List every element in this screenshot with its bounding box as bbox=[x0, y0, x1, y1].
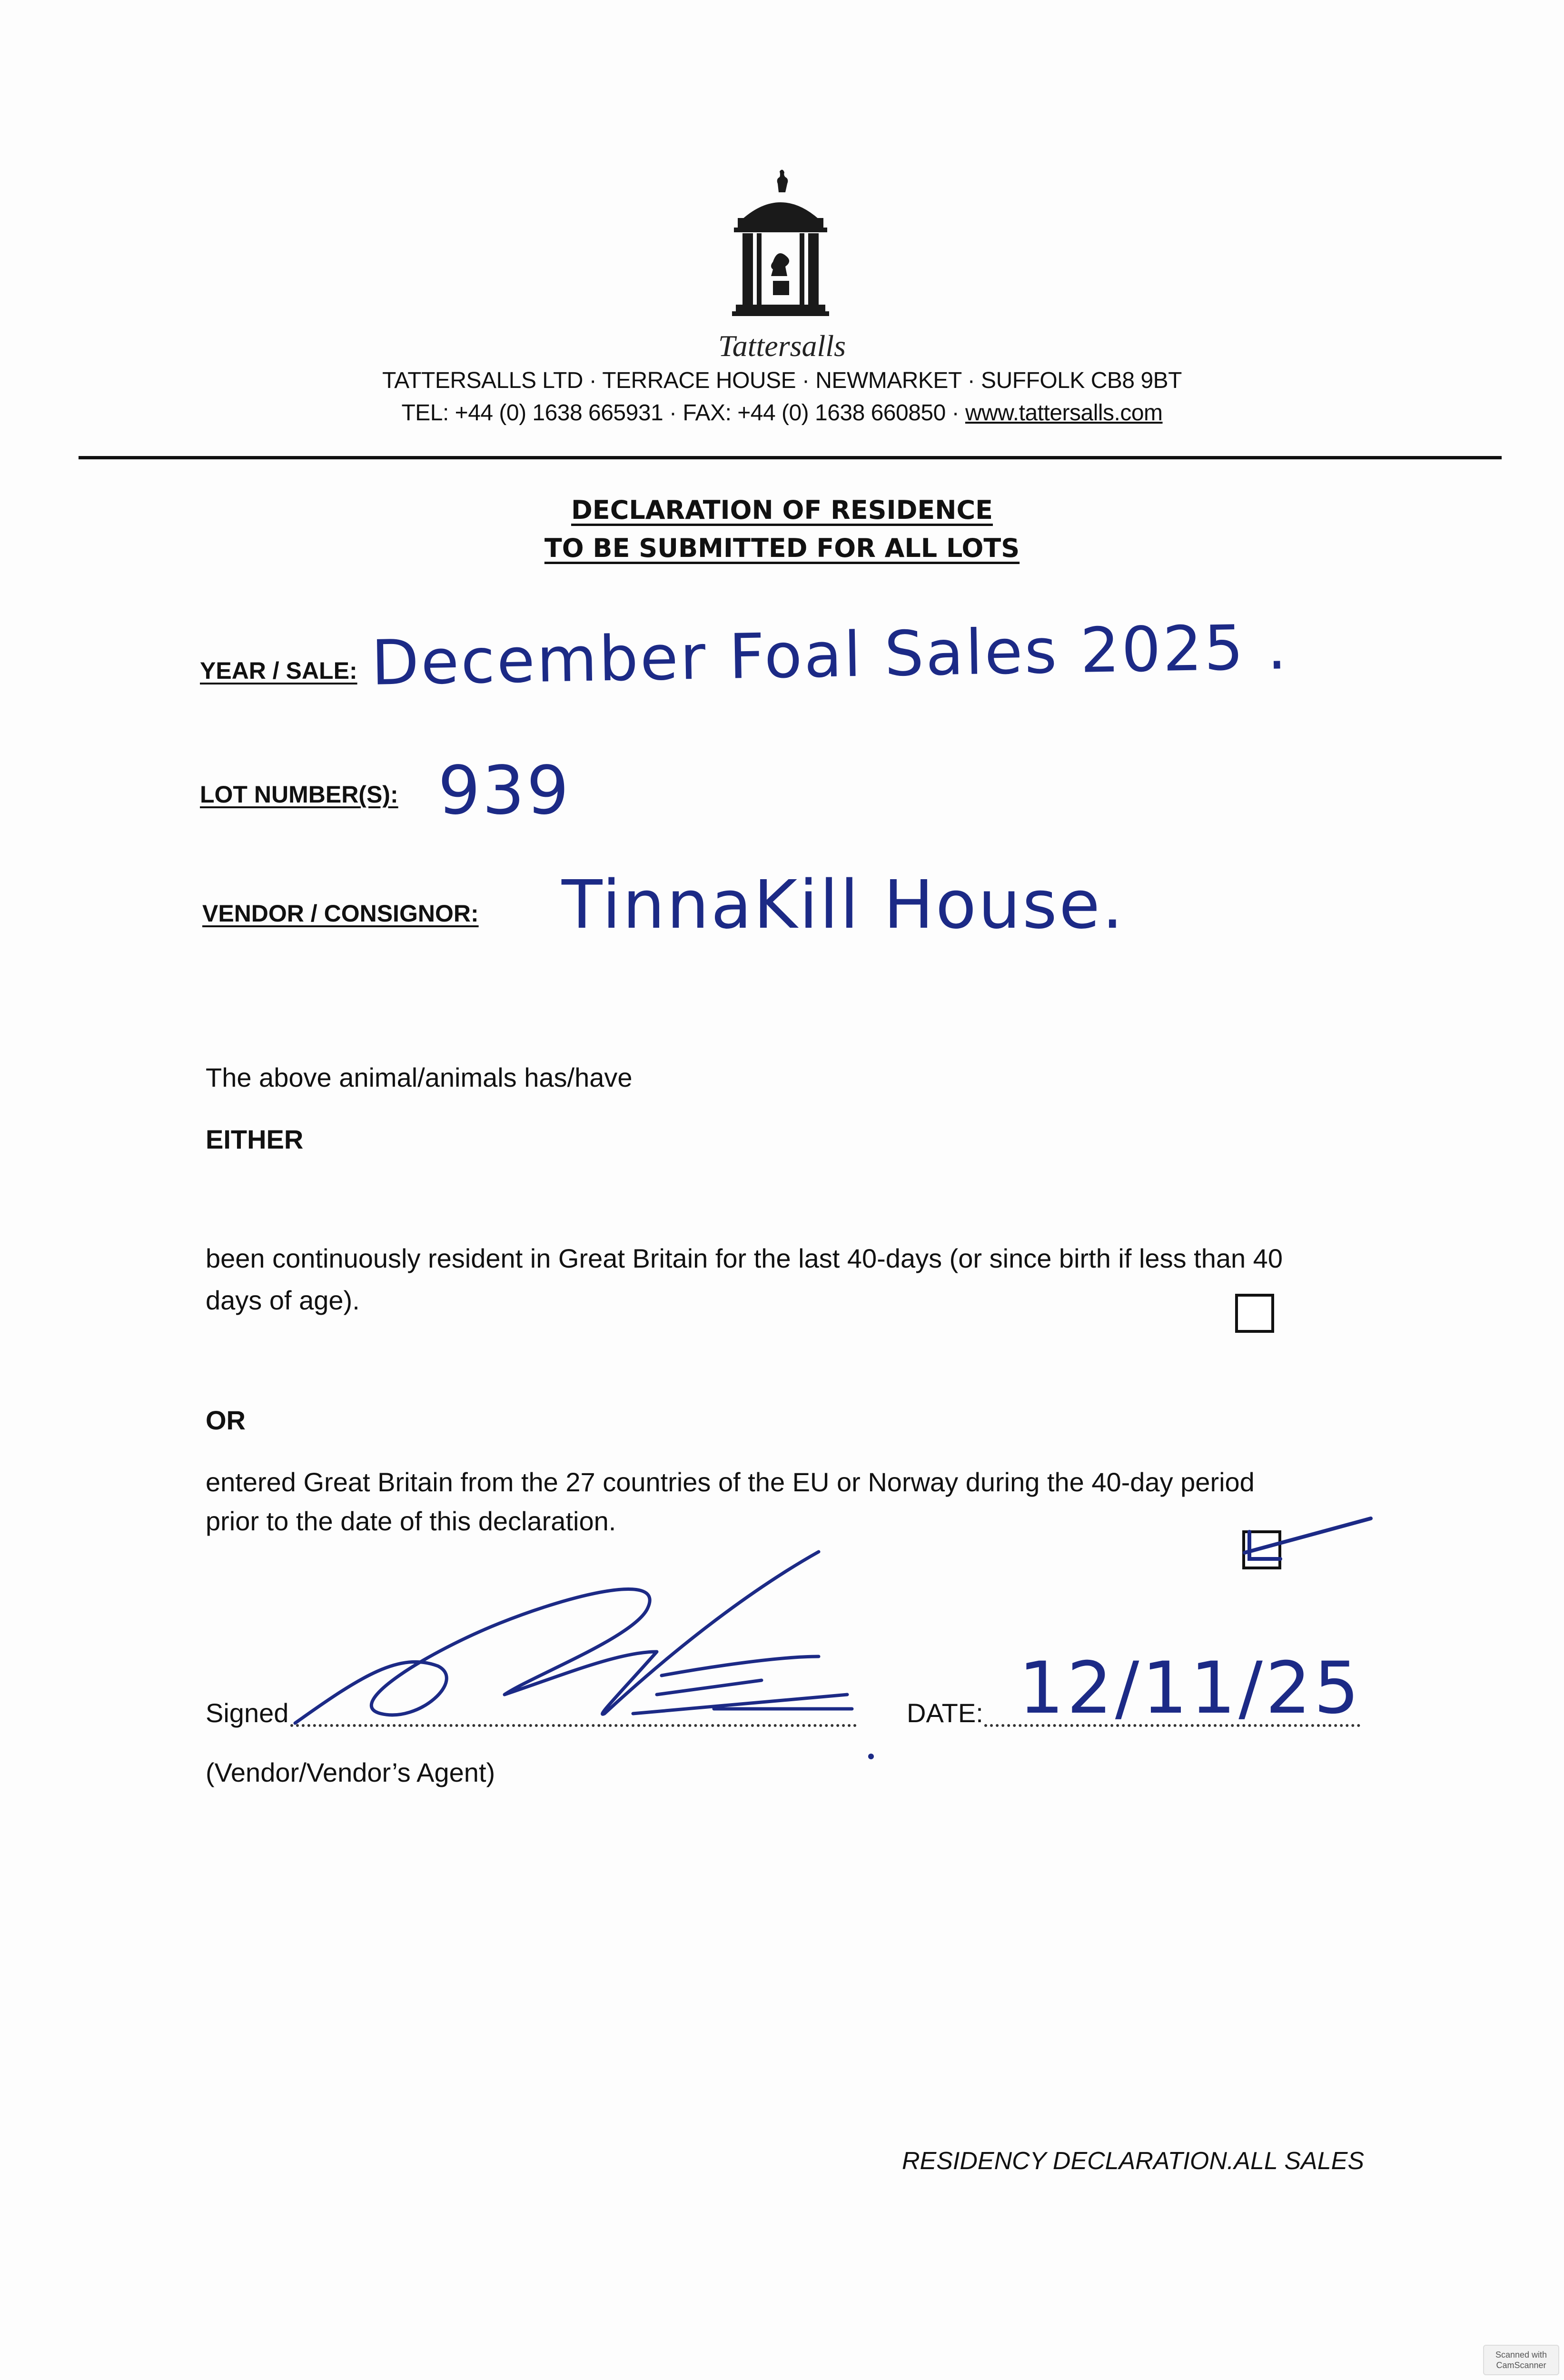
either-heading: EITHER bbox=[206, 1124, 304, 1154]
lot-numbers-value[interactable]: 939 bbox=[438, 752, 571, 830]
form-title: DECLARATION OF RESIDENCE bbox=[571, 495, 993, 525]
brand-name: Tattersalls bbox=[718, 329, 846, 363]
form-footer-id: RESIDENCY DECLARATION.ALL SALES bbox=[901, 2147, 1364, 2175]
option2-check-mark bbox=[1245, 1518, 1371, 1559]
option1-line1: been continuously resident in Great Britain for the last 40-days (or since birth if less than 40 bbox=[206, 1243, 1283, 1273]
company-address: TATTERSALLS LTD · TERRACE HOUSE · NEWMARKET · SUFFOLK CB8 9BT bbox=[382, 368, 1182, 393]
option2-line1: entered Great Britain from the 27 countries of the EU or Norway during the 40-day period bbox=[206, 1467, 1255, 1497]
form-subtitle: TO BE SUBMITTED FOR ALL LOTS bbox=[544, 533, 1020, 563]
vendor-value[interactable]: TinnaKill House. bbox=[562, 866, 1125, 944]
signer-role: (Vendor/Vendor’s Agent) bbox=[206, 1757, 495, 1787]
date-label: DATE: bbox=[907, 1698, 983, 1728]
badge-line2: CamScanner bbox=[1496, 2360, 1546, 2370]
phone-fax: TEL: +44 (0) 1638 665931 · FAX: +44 (0) 1638 660850 · bbox=[401, 400, 965, 426]
vendor-label: VENDOR / CONSIGNOR: bbox=[202, 900, 479, 927]
year-sale-value[interactable]: December Foal Sales 2025 . bbox=[370, 611, 1289, 699]
year-sale-label: YEAR / SALE: bbox=[200, 657, 357, 684]
signed-label: Signed bbox=[206, 1698, 289, 1728]
intro-text: The above animal/animals has/have bbox=[206, 1062, 633, 1092]
handwritten-signature bbox=[295, 1552, 852, 1723]
website-link[interactable]: www.tattersalls.com bbox=[965, 400, 1163, 426]
camscanner-badge bbox=[1483, 2345, 1559, 2375]
date-value[interactable]: 12/11/25 bbox=[1019, 1647, 1362, 1730]
or-heading: OR bbox=[206, 1405, 246, 1435]
lot-numbers-label: LOT NUMBER(S): bbox=[200, 781, 398, 808]
option1-line2: days of age). bbox=[206, 1285, 360, 1315]
option2-line2: prior to the date of this declaration. bbox=[206, 1506, 616, 1536]
badge-line1: Scanned with bbox=[1495, 2350, 1547, 2360]
